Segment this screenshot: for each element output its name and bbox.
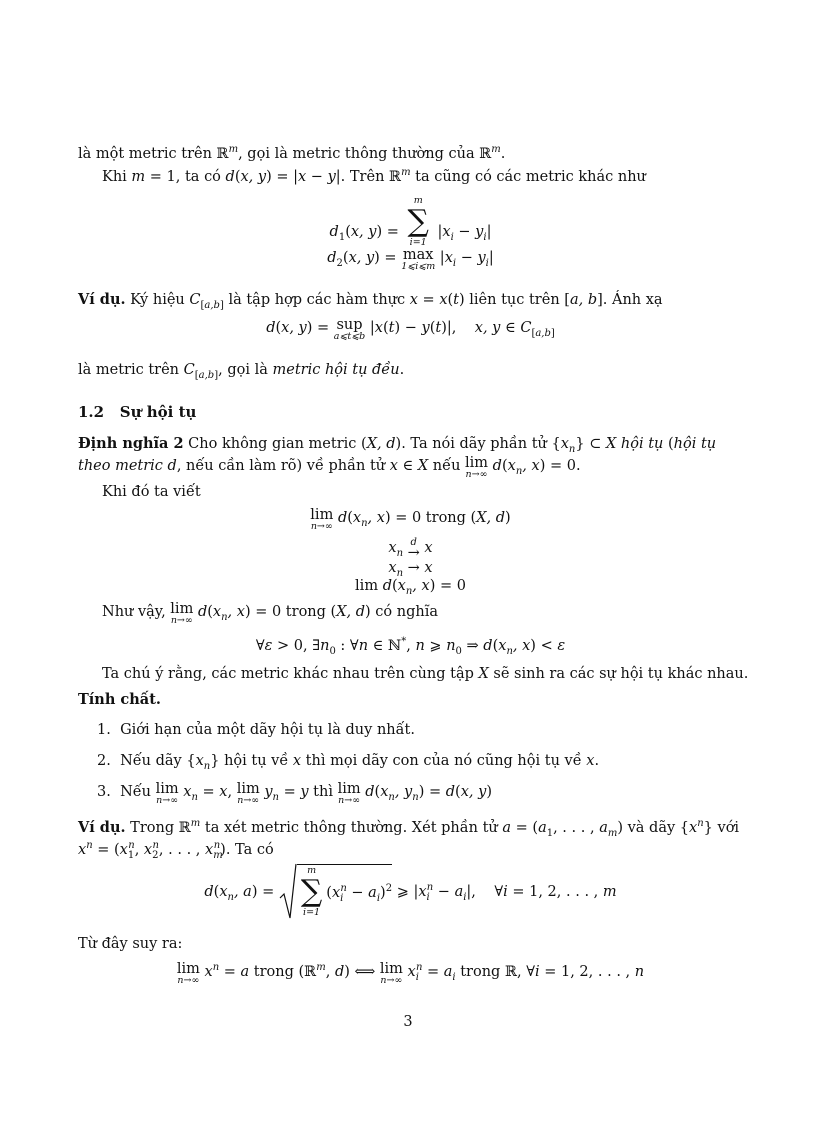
page-number: 3: [403, 1014, 413, 1030]
emphasis-text: metric hội tụ đều: [272, 362, 400, 378]
list-item: 1. Giới hạn của một dãy hội tụ là duy nhất.: [97, 722, 415, 738]
text: Khi đó ta viết: [102, 484, 201, 500]
text: Giới hạn của một dãy hội tụ là duy nhất.: [120, 722, 415, 738]
text: Ký hiệu: [125, 292, 190, 308]
definition-line: theo metric d, nếu cần làm rõ) về phần tử x ∈ X nếu lim n→∞ $d(x_n$, x) = 0.: [78, 455, 581, 480]
properties-heading: [78, 690, 743, 710]
text: Nếu dãy: [120, 753, 187, 769]
text-line: Ví dụ. Ký hiệu $C_{[a,b]}$ là tập hợp các hàm thực x = x(t) liên tục trên [a, b]. Ánh xạ: [78, 291, 663, 311]
text: ta xét metric thông thường. Xét phần tử: [200, 820, 503, 836]
text: trong: [421, 510, 471, 526]
text: , gọi là: [218, 362, 273, 378]
text: Từ đây suy ra:: [78, 936, 183, 952]
text: hội tụ về: [219, 753, 293, 769]
text: trong: [281, 604, 331, 620]
text: Nếu: [120, 784, 156, 800]
text: Như vậy,: [102, 604, 171, 620]
text-line: [78, 934, 743, 954]
text: là tập hợp các hàm thực: [223, 292, 410, 308]
text: Tính chất.: [78, 691, 161, 708]
sum-symbol: m ∑ i=1: [300, 865, 323, 918]
equation-d1: $d_1(x$, y) = m ∑ i=1 $|x_i - y_i|$: [329, 195, 492, 248]
definition-label: Định nghĩa 2: [78, 435, 184, 452]
text: trong ℝ, ∀: [455, 964, 535, 980]
equation-sqrt: $d(x_n$, a) = m ∑ i=1 $(x_i^n - a_i)^2$ ⩾ $|x_i^n - a_i|$, ∀i = 1, 2, . . . , m: [78, 862, 743, 922]
section-number: 1.2: [78, 403, 105, 421]
equation-lim2: $\lim d(x_n$, x) = 0: [355, 578, 466, 597]
emphasis-text: hội tụ: [620, 436, 664, 452]
example-label: Ví dụ.: [78, 819, 126, 836]
equation-lim: lim n→∞ $d(x_n$, x) = 0 trong (X, d): [310, 507, 511, 532]
section-heading: [78, 402, 743, 422]
example-label: Ví dụ.: [78, 291, 126, 308]
text: (: [663, 436, 674, 452]
text: sẽ sinh ra các sự hội tụ khác nhau.: [488, 666, 749, 682]
text-line: là một metric trên ℝ$^m$, gọi là metric thông thường của ℝ$^m$.: [78, 144, 506, 162]
radical-sign: [279, 862, 297, 920]
equation-equivalence: lim n→∞ $x^n = a$ trong (ℝ$^m$, d) ⟺ lim n→∞ $x_i^n = a_i$ trong ℝ, ∀i = 1, 2, . . . , n: [176, 961, 645, 986]
text: là một metric trên ℝ: [78, 146, 229, 162]
text: Khi: [102, 169, 132, 185]
emphasis-text: theo metric d: [78, 458, 177, 474]
text: ta cũng có các metric khác như: [410, 169, 646, 185]
text: liên tục trên: [464, 292, 565, 308]
text-line: $x^n = (x_1^n$, $x_2^n$, . . . , $x_m^n$). Ta có: [78, 840, 274, 861]
text: với: [712, 820, 740, 836]
text: và dãy: [623, 820, 680, 836]
text-line: Như vậy, lim n→∞ $d(x_n$, x) = 0 trong (X, d) có nghĩa: [102, 601, 439, 626]
text: . Ta nói dãy phần tử: [401, 436, 552, 452]
equation-epsilon: ∀ε > 0, $\exists n_0$ : ∀n ∈ ℕ*, n ⩾ $n_0$ ⇒ $d(x_n$, x) < ε: [255, 636, 566, 657]
text: , nếu cần làm rõ) về phần tử: [176, 458, 390, 474]
text-line: Ví dụ. Trong ℝ$^m$ ta xét metric thông thường. Xét phần tử $a = (a_1$, . . . , $a_m$) và dãy $\{x^n\}$ với: [78, 818, 740, 839]
list-item: 3. Nếu lim n→∞ $x_n = x$, lim n→∞ $y_n = y$ thì lim n→∞ $d(x_n$, $y_n) = d(x$, y): [97, 781, 492, 806]
section-title: Sự hội tụ: [119, 403, 197, 421]
text-line: là metric trên $C_{[a,b]}$, gọi là metric hội tụ đều.: [78, 362, 405, 381]
text: trong: [249, 964, 299, 980]
text-line: [102, 482, 742, 502]
text: . Ta có: [225, 842, 274, 858]
equation-d2: $d_2(x$, y) = max 1⩽i⩽m $|x_i - y_i|$: [327, 247, 494, 272]
text: nếu: [428, 458, 466, 474]
emphasis-text: hội tụ: [673, 436, 717, 452]
text: . Trên ℝ: [340, 169, 402, 185]
list-item: 2. Nếu dãy $\{x_n\}$ hội tụ về x thì mọi dãy con của nó cũng hội tụ về x.: [97, 753, 600, 772]
text: Trong ℝ: [125, 820, 191, 836]
text: thì mọi dãy con của nó cũng hội tụ về: [301, 753, 587, 769]
text: , gọi là metric thông thường của ℝ: [238, 146, 492, 162]
text: thì: [308, 784, 338, 800]
text: , ta có: [175, 169, 226, 185]
text-line: Ta chú ý rằng, các metric khác nhau trên cùng tập X sẽ sinh ra các sự hội tụ khác nhau.: [102, 666, 749, 682]
equation-conv: $x_n \to x$: [388, 560, 433, 579]
equation-conv-d: $x_n$ d → x: [388, 537, 433, 561]
text-line: Khi m = 1, ta có d(x, y) = |x − y|. Trên ℝ$^m$ ta cũng có các metric khác như: [102, 167, 646, 185]
text: . Ánh xạ: [602, 292, 663, 308]
text: Cho không gian metric: [183, 436, 362, 452]
sum-symbol: m ∑ i=1: [407, 195, 429, 248]
text: là metric trên: [78, 362, 184, 378]
text: Ta chú ý rằng, các metric khác nhau trên cùng tập: [102, 666, 479, 682]
equation-sup-metric: d(x, y) = sup a⩽t⩽b |x(t) − y(t)|, x, y ∈ $C_{[a,b]}$: [266, 317, 555, 342]
text: có nghĩa: [370, 604, 439, 620]
definition-line: Định nghĩa 2 Cho không gian metric (X, d). Ta nói dãy phần tử $\{x_n\}$ ⊂ X hội tụ (hội tụ: [78, 435, 717, 455]
